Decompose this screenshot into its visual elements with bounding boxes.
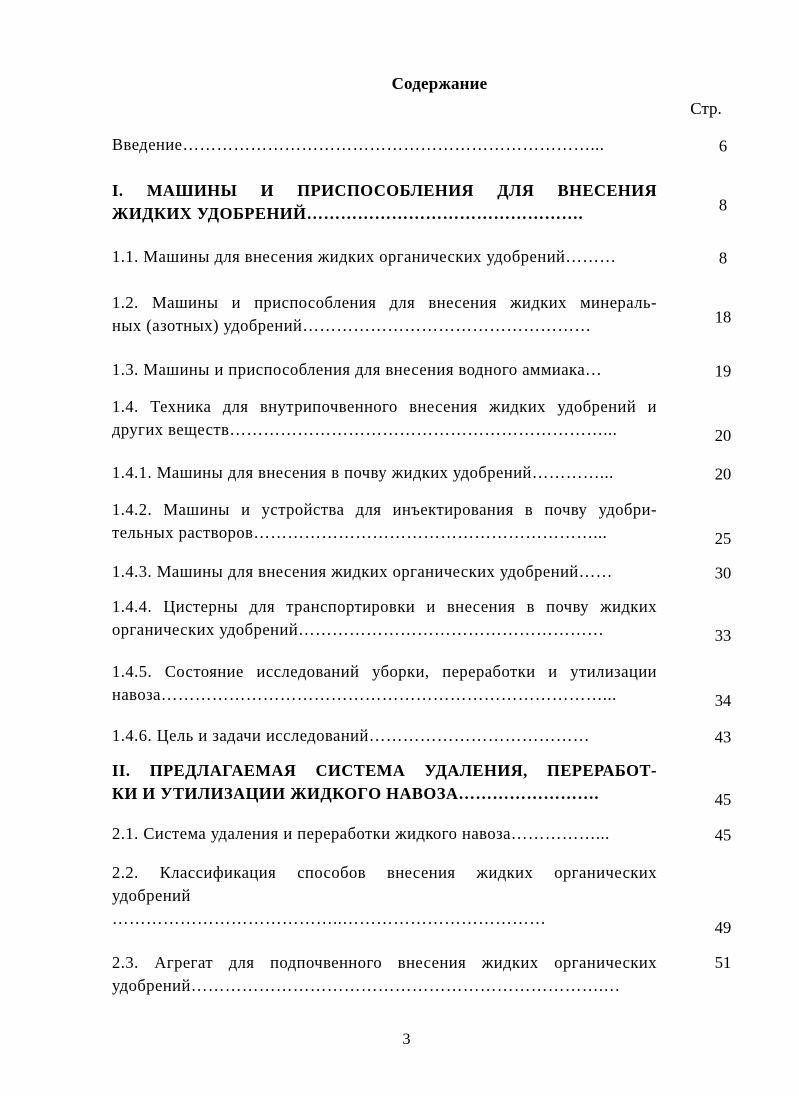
toc-entry-page-number: 25 [714, 529, 732, 548]
toc-entry-page-number: 51 [714, 953, 732, 972]
toc-entry-line: …………………………………..……………………………… [112, 909, 547, 928]
toc-entry-line: II. ПРЕДЛАГАЕМАЯ СИСТЕМА УДАЛЕНИЯ, ПЕРЕРАБОТ- [112, 761, 657, 780]
toc-entry-title [112, 461, 657, 484]
toc-entry-line: 2.3. Агрегат для подпочвенного внесения жидких органических [112, 953, 657, 972]
toc-entry-title [112, 724, 657, 747]
toc-entry-line: удобрений [112, 886, 191, 905]
toc-entry-page-number: 20 [714, 426, 732, 445]
toc-entry[interactable] [112, 660, 734, 712]
toc-entry-line: 1.4.6. Цель и задачи исследований………………………………… [112, 726, 590, 745]
toc-entry-page-number: 18 [714, 307, 732, 327]
toc-entry-line: 1.4.2. Машины и устройства для инъектирования в почву удобри- [112, 500, 657, 519]
toc-entry-line: тельных растворов……………………………………………………... [112, 523, 608, 542]
toc-entry-page-number: 45 [714, 790, 732, 809]
toc-entry-page-number: 34 [714, 691, 732, 710]
page-title: Содержание [391, 74, 488, 93]
toc-entry-title [112, 245, 657, 268]
toc-entry-line: ЖИДКИХ УДОБРЕНИЙ…………………………………………. [112, 204, 584, 223]
toc-entry[interactable] [112, 759, 734, 811]
toc-entry-title [112, 179, 657, 225]
toc-entry-line: Введение………………………………………………………………... [112, 135, 605, 154]
toc-entry-title [112, 395, 657, 441]
toc-entry-line: органических удобрений……………………………………………… [112, 620, 605, 639]
folio-page-number: 3 [402, 1031, 411, 1048]
toc-entry[interactable] [112, 461, 734, 487]
toc-entry-title [112, 498, 657, 544]
toc-entry-page-number: 8 [718, 248, 728, 268]
toc-entry-line: 1.2. Машины и приспособления для внесения жидких минераль- [112, 293, 657, 312]
toc-entry-line: ных (азотных) удобрений…………………………………………… [112, 316, 592, 335]
toc-entry-page-number: 8 [718, 195, 728, 215]
toc-entry-line: 1.4.3. Машины для внесения жидких органических удобрений…… [112, 562, 613, 581]
toc-entry-line: КИ И УТИЛИЗАЦИИ ЖИДКОГО НАВОЗА……………………. [112, 784, 599, 803]
toc-entry-title [112, 660, 657, 706]
toc-entry[interactable] [112, 133, 734, 159]
toc-entry-line: удобрений……………………………………………………………….… [112, 976, 621, 995]
toc-entry[interactable] [112, 291, 734, 343]
toc-entry-page-number: 43 [714, 727, 732, 747]
toc-entry-line: 2.2. Классификация способов внесения жидких органических [112, 863, 657, 882]
toc-entry-line: 1.4. Техника для внутрипочвенного внесения жидких удобрений и [112, 397, 657, 416]
toc-entry-page-number: 45 [714, 825, 732, 845]
toc-entry-page-number: 6 [718, 136, 728, 156]
toc-entry-title [112, 861, 657, 930]
toc-entry-title [112, 133, 657, 156]
toc-entry-title [112, 759, 657, 805]
toc-entry[interactable] [112, 245, 734, 271]
toc-entry[interactable] [112, 951, 734, 1003]
toc-entry[interactable] [112, 595, 734, 647]
toc-entry-title [112, 951, 657, 997]
toc-entry[interactable] [112, 822, 734, 848]
toc-entry[interactable] [112, 724, 734, 750]
toc-entry-line: 1.1. Машины для внесения жидких органических удобрений……… [112, 247, 617, 266]
toc-entry[interactable] [112, 179, 734, 231]
toc-entry[interactable] [112, 498, 734, 550]
toc-entry-line: 2.1. Система удаления и переработки жидкого навоза……………... [112, 824, 610, 843]
toc-entry-line: 1.3. Машины и приспособления для внесения водного аммиака… [112, 360, 603, 379]
page-number-column-label: Стр. [690, 99, 722, 118]
toc-entry-page-number: 30 [714, 563, 732, 583]
toc-entry-line: навоза……………………………………………………………………... [112, 685, 617, 704]
toc-entry-line: I. МАШИНЫ И ПРИСПОСОБЛЕНИЯ ДЛЯ ВНЕСЕНИЯ [112, 181, 657, 200]
toc-entry-title [112, 560, 657, 583]
toc-entry-title [112, 595, 657, 641]
toc-entry-line: 1.4.4. Цистерны для транспортировки и внесения в почву жидких [112, 597, 657, 616]
toc-entry-title [112, 291, 657, 337]
toc-entry-title [112, 358, 657, 381]
toc-entry-line: других веществ…………………………………………………………... [112, 420, 618, 439]
toc-entry[interactable] [112, 861, 734, 939]
toc-entry[interactable] [112, 358, 734, 384]
toc-entry-page-number: 20 [714, 464, 732, 484]
toc-entry-line: 1.4.5. Состояние исследований уборки, переработки и утилизации [112, 662, 657, 681]
toc-entry[interactable] [112, 395, 734, 447]
toc-entry-title [112, 822, 657, 845]
toc-entry-page-number: 19 [714, 361, 732, 381]
toc-entry-page-number: 49 [714, 918, 732, 937]
toc-entry-line: 1.4.1. Машины для внесения в почву жидких удобрений…………... [112, 463, 614, 482]
toc-entry[interactable] [112, 560, 734, 586]
toc-entry-page-number: 33 [714, 626, 732, 645]
